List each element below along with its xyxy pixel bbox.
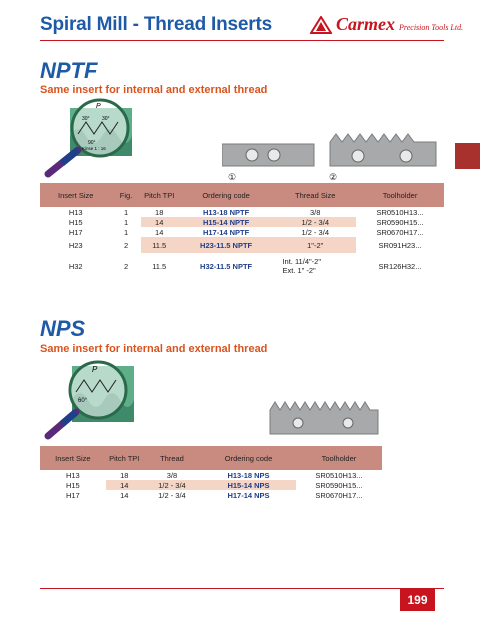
cell-code: H13-18 NPTF [202,207,250,217]
cell-tpi: 14 [120,490,129,500]
table-row [40,480,382,490]
col-thread: Thread [143,446,201,470]
nptf-taper-note: Kinse 1 : 16 [82,146,106,151]
nps-heading: NPS [40,316,86,341]
cell-holder: SR091H23... [378,240,422,250]
col-toolholder: Toolholder [296,446,382,470]
cell-holder: SR0590H15... [376,217,424,227]
cell-holder: SR0510H13... [315,470,363,480]
cell-fig: 2 [123,240,129,250]
cell-holder: SR0670H17... [315,490,363,500]
nps-subtitle: Same insert for internal and external thread [40,343,268,355]
table-row [40,217,444,227]
cell-tpi: 18 [120,470,129,480]
nptf-thread-diagram [40,96,140,180]
col-insert-size: Insert Size [40,183,111,207]
cell-tpi: 11.5 [152,261,167,271]
section-tab-marker [455,143,480,169]
cell-size: H13 [65,470,80,480]
table-row [40,253,444,279]
cell-size: H15 [68,217,83,227]
cell-size: H13 [68,207,83,217]
cell-fig: 1 [123,227,129,237]
cell-holder: SR0670H17... [376,227,424,237]
cell-fig: 2 [123,261,129,271]
cell-code: H17-14 NPTF [202,227,250,237]
cell-code: H23-11.5 NPTF [178,237,275,253]
nps-thread-diagram [40,356,140,442]
nptf-subtitle: Same insert for internal and external thread [40,84,268,96]
nptf-angle-left: 30° [82,116,90,122]
cell-tpi: 14 [155,227,164,237]
cell-thread: 3/8 [166,470,178,480]
col-insert-size: Insert Size [40,446,106,470]
nps-table [40,446,382,500]
thread-external: Ext. 1" -2" [282,266,316,275]
nptf-angle-bottom: 90° [88,140,96,146]
cell-thread: 1/2 - 3/4 [143,480,201,490]
thread-internal: Int. 11/4"-2" [282,257,321,266]
col-fig: Fig. [111,183,140,207]
footer-rule [40,588,444,589]
cell-thread: 1/2 - 3/4 [301,227,329,237]
cell-tpi: 11.5 [141,237,178,253]
col-toolholder: Toolholder [356,183,444,207]
cell-tpi: 18 [155,207,164,217]
cell-fig: 1 [123,217,129,227]
nptf-table [40,183,444,279]
cell-size: H32 [68,261,83,271]
table-row [40,490,382,500]
cell-fig: 1 [123,207,129,217]
nptf-insert-images [222,128,442,176]
nps-p-label: P [92,365,98,374]
cell-size: H23 [68,240,83,250]
table-row [40,237,444,253]
cell-size: H17 [68,227,83,237]
nps-insert-image [268,398,380,438]
nptf-angle-right: 30° [102,116,110,122]
nps-angle-label: 60° [78,398,88,404]
cell-code: H15-14 NPTF [178,217,275,227]
cell-tpi: 14 [106,480,143,490]
page-number: 199 [400,589,435,611]
cell-thread: 1/2 - 3/4 [158,490,186,500]
table-row [40,227,444,237]
cell-code: H13-18 NPS [227,470,270,480]
cell-size: H17 [65,490,80,500]
cell-thread: 3/8 [310,207,321,217]
table-row [40,470,382,480]
nps-table-header [40,446,382,470]
cell-holder: SR0590H15... [315,480,363,490]
nptf-table-header [40,183,444,207]
header-rule [40,40,444,41]
cell-code: H15-14 NPS [201,480,296,490]
carmex-logo-icon [310,16,332,34]
col-ordering-code: Ordering code [201,446,296,470]
col-thread-size: Thread Size [274,183,356,207]
cell-thread: 1"-2" [274,237,356,253]
cell-tpi: 14 [141,217,178,227]
cell-thread: 1/2 - 3/4 [274,217,356,227]
fig-2-label: ② [329,172,338,182]
cell-holder: SR0510H13... [376,207,424,217]
table-row [40,207,444,217]
cell-thread [274,253,356,279]
brand-name: Carmex [336,14,396,34]
nptf-heading: NPTF [40,58,98,83]
col-pitch-tpi: Pitch TPI [106,446,143,470]
col-ordering-code: Ordering code [178,183,275,207]
cell-code: H32-11.5 NPTF [200,261,253,271]
nptf-p-label: P [96,103,101,110]
cell-size: H15 [65,480,80,490]
cell-code: H17-14 NPS [227,490,270,500]
col-pitch-tpi: Pitch TPI [141,183,178,207]
page-title: Spiral Mill - Thread Inserts [40,14,272,35]
brand-logo [310,14,463,35]
brand-subtitle: Precision Tools Ltd. [399,23,464,32]
cell-holder: SR126H32... [378,261,422,271]
fig-1-label: ① [228,172,237,182]
